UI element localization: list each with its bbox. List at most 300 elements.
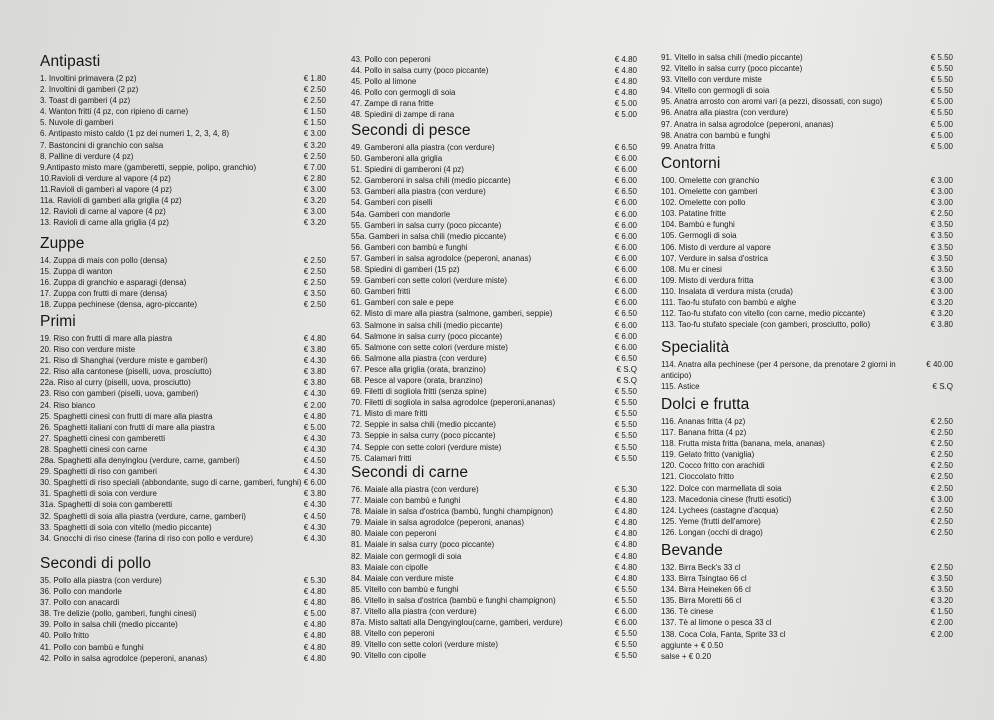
item-name: 10.Ravioli di verdure al vapore (4 pz) — [40, 173, 171, 183]
menu-item — [40, 642, 326, 653]
item-name: 22. Riso alla cantonese (piselli, uova, prosciutto) — [40, 367, 212, 377]
menu-item — [40, 608, 326, 619]
item-name: 14. Zuppa di mais con pollo (densa) — [40, 256, 168, 265]
item-name: 77. Maiale con bambù e funghi — [351, 496, 461, 506]
menu-item — [661, 381, 953, 392]
item-name: 85. Vitello con bambù e funghi — [351, 584, 459, 594]
item-name: 50. Gamberoni alla griglia — [351, 154, 443, 164]
menu-item — [40, 255, 326, 266]
item-name: 126. Longan (occhi di drago) — [661, 527, 763, 537]
menu-item — [351, 164, 637, 175]
menu-item — [351, 628, 637, 639]
item-name: 33. Spaghetti di soia con vitello (medio piccante) — [40, 522, 212, 532]
item-name: 46. Pollo con germogli di soia — [351, 88, 456, 98]
menu-item — [40, 388, 326, 399]
item-price: € 6.50 — [614, 353, 637, 363]
item-price: € 4.80 — [614, 551, 637, 561]
item-price: € 3.00 — [930, 187, 953, 197]
item-name: 8. Palline di verdure (4 pz) — [40, 151, 134, 161]
item-name: 54. Gamberi con piselli — [351, 198, 433, 208]
item-list — [40, 575, 326, 664]
menu-item — [661, 74, 953, 85]
item-name: 34. Gnocchi di riso cinese (farina di riso con pollo e verdure) — [40, 533, 253, 543]
menu-item — [351, 65, 637, 76]
item-price: € 2.50 — [930, 563, 953, 572]
item-price: € 3.00 — [930, 198, 953, 208]
item-name: 28. Spaghetti cinesi con carne — [40, 444, 148, 454]
item-price: € 3.00 — [303, 129, 326, 139]
section-title: Contorni — [661, 155, 721, 172]
menu-item — [351, 275, 637, 286]
section-specialita — [661, 338, 953, 392]
section-title: Secondi di pesce — [351, 122, 471, 139]
item-name: 55. Gamberi in salsa curry (poco piccante) — [351, 220, 502, 230]
menu-item — [661, 186, 953, 197]
item-list — [40, 255, 326, 310]
item-price: € 4.80 — [303, 598, 326, 608]
item-price: € 3.50 — [930, 231, 953, 241]
section-title: Secondi di pollo — [40, 555, 152, 572]
item-price: € 4.80 — [614, 518, 637, 528]
item-price: € 3.80 — [303, 367, 326, 377]
item-name: 121. Cioccolato fritto — [661, 472, 734, 482]
menu-item — [661, 242, 953, 253]
item-price: € 6.00 — [614, 165, 637, 175]
menu-item — [351, 386, 637, 397]
menu-item — [661, 359, 953, 381]
item-name: 38. Tre delizie (pollo, gamberi, funghi cinesi) — [40, 609, 197, 619]
menu-item — [351, 297, 637, 308]
item-name: 138. Coca Cola, Fanta, Sprite 33 cl — [661, 629, 786, 639]
menu-item — [351, 397, 637, 408]
menu-item — [661, 175, 953, 186]
item-price: € 5.50 — [614, 453, 637, 463]
menu-item — [661, 130, 953, 141]
section-title: Zuppe — [40, 235, 85, 252]
item-name: 28a. Spaghetti alla denyinglou (verdure, carne, gamberi) — [40, 456, 240, 466]
item-name: 23. Riso con gamberi (piselli, uova, gamberi) — [40, 389, 199, 399]
item-name: 65. Salmone con sette colori (verdure miste) — [351, 342, 508, 352]
menu-item — [351, 331, 637, 342]
menu-item — [661, 629, 953, 640]
item-price: € 2.50 — [930, 527, 953, 537]
item-price: € 4.30 — [303, 444, 326, 454]
section-title: Antipasti — [40, 53, 101, 70]
item-price: € 4.80 — [614, 77, 637, 87]
menu-item — [661, 107, 953, 118]
item-name: 68. Pesce al vapore (orata, branzino) — [351, 375, 483, 385]
menu-item — [661, 85, 953, 96]
item-name: 63. Salmone in salsa chili (medio piccante) — [351, 320, 503, 330]
item-price: € 3.50 — [930, 242, 953, 252]
menu-item — [351, 364, 637, 375]
item-name: 21. Riso di Shanghai (verdure miste e gamberi) — [40, 356, 208, 366]
item-name: 2. Involtini di gamberi (2 pz) — [40, 85, 139, 95]
section-title: Dolci e frutta — [661, 396, 750, 413]
item-price: € 6.00 — [303, 478, 326, 488]
item-name: 90. Vitello con cipolle — [351, 651, 427, 661]
item-list — [661, 562, 953, 662]
item-name: 66. Salmone alla piastra (con verdure) — [351, 353, 487, 363]
item-name: 13. Ravioli di carne alla griglia (4 pz) — [40, 218, 169, 228]
item-name: 98. Anatra con bambù e funghi — [661, 130, 770, 140]
menu-item — [351, 320, 637, 331]
item-price: € 4.80 — [303, 642, 326, 652]
item-price: € 2.50 — [930, 505, 953, 515]
menu-item — [351, 242, 637, 253]
item-name: 54a. Gamberi con mandorle — [351, 209, 451, 219]
item-name: 6. Antipasto misto caldo (1 pz dei numeri 1, 2, 3, 4, 8) — [40, 129, 229, 139]
item-name: aggiunte + € 0.50 — [661, 640, 724, 650]
menu-item — [351, 617, 637, 628]
item-name: 114. Anatra alla pechinese (per 4 persone, da prenotare 2 giorni in anticipo) — [661, 360, 896, 381]
menu-item — [661, 516, 953, 527]
item-name: 15. Zuppa di wanton — [40, 267, 113, 277]
menu-item — [661, 640, 953, 651]
item-price: € 2.50 — [930, 417, 953, 426]
menu-item — [661, 651, 953, 662]
item-price: € 4.80 — [614, 88, 637, 98]
item-name: 40. Pollo fritto — [40, 631, 89, 641]
menu-item — [351, 539, 637, 550]
item-price: € 5.00 — [303, 422, 326, 432]
item-name: 45. Pollo al limone — [351, 77, 417, 87]
item-price: € 5.30 — [614, 485, 637, 494]
item-name: 135. Birra Moretti 66 cl — [661, 596, 742, 606]
menu-item — [351, 375, 637, 386]
menu-item — [661, 505, 953, 516]
menu-item — [40, 455, 326, 466]
item-price: € 40.00 — [926, 360, 953, 369]
item-name: 36. Pollo con mandorle — [40, 587, 122, 597]
item-price: € 3.20 — [930, 309, 953, 319]
menu-item — [40, 630, 326, 641]
menu-item — [351, 142, 637, 153]
item-name: 17. Zuppa con frutti di mare (densa) — [40, 289, 168, 299]
item-name: 106. Misto di verdure al vapore — [661, 242, 771, 252]
item-price: € S.Q — [616, 375, 637, 385]
item-name: 100. Omelette con granchio — [661, 176, 760, 185]
item-price: € 6.00 — [614, 607, 637, 617]
item-name: 87. Vitello alla piastra (con verdure) — [351, 607, 477, 617]
menu-item — [40, 355, 326, 366]
item-name: 83. Maiale con cipolle — [351, 562, 428, 572]
item-name: 80. Maiale con peperoni — [351, 529, 437, 539]
item-price: € 3.00 — [930, 286, 953, 296]
menu-item — [40, 206, 326, 217]
item-name: 35. Pollo alla piastra (con verdure) — [40, 576, 162, 585]
item-price: € 4.80 — [614, 507, 637, 517]
item-price: € 5.50 — [614, 409, 637, 419]
item-name: 96. Anatra alla piastra (con verdure) — [661, 108, 789, 118]
item-name: 104. Bambù e funghi — [661, 220, 735, 230]
item-name: 29. Spaghetti di riso con gamberi — [40, 467, 157, 477]
item-name: 137. Tè al limone o pesca 33 cl — [661, 618, 772, 628]
item-price: € 4.50 — [303, 456, 326, 466]
item-price: € 6.00 — [614, 198, 637, 208]
item-price: € 2.00 — [930, 618, 953, 628]
menu-item — [351, 353, 637, 364]
item-price: € S.Q — [932, 382, 953, 392]
menu-item — [351, 484, 637, 495]
item-name: 81. Maiale in salsa curry (poco piccante) — [351, 540, 495, 550]
menu-item — [661, 63, 953, 74]
section-contorni — [661, 154, 953, 330]
item-name: 48. Spiedini di zampe di rana — [351, 110, 455, 120]
item-list — [661, 359, 953, 392]
menu-item — [40, 266, 326, 277]
menu-item — [661, 264, 953, 275]
item-name: 53. Gamberi alla piastra (con verdure) — [351, 187, 486, 197]
item-price: € 2.50 — [303, 256, 326, 265]
menu-item — [40, 106, 326, 117]
menu-item — [40, 366, 326, 377]
item-name: 37. Pollo con anacardi — [40, 598, 120, 608]
menu-item — [661, 197, 953, 208]
item-price: € 4.30 — [303, 356, 326, 366]
item-name: 79. Maiale in salsa agrodolce (peperoni, ananas) — [351, 518, 524, 528]
item-name: 20. Riso con verdure miste — [40, 345, 136, 355]
item-price: € 5.00 — [930, 141, 953, 151]
item-price: € 7.00 — [303, 162, 326, 172]
item-name: 123. Macedonia cinese (frutti esotici) — [661, 494, 792, 504]
menu-item — [40, 619, 326, 630]
menu-item — [351, 639, 637, 650]
item-name: 47. Zampe di rana fritte — [351, 99, 434, 109]
item-price: € 2.50 — [303, 278, 326, 288]
menu-item — [351, 231, 637, 242]
item-name: 99. Anatra fritta — [661, 141, 716, 151]
item-price: € 3.20 — [303, 140, 326, 150]
item-price: € 5.50 — [930, 86, 953, 96]
item-name: 61. Gamberi con sale e pepe — [351, 298, 454, 308]
item-name: 43. Pollo con peperoni — [351, 55, 431, 64]
menu-item — [661, 494, 953, 505]
item-name: 136. Tè cinese — [661, 607, 714, 617]
item-name: 31. Spaghetti di soia con verdure — [40, 489, 157, 499]
item-price: € 4.80 — [614, 496, 637, 506]
item-price: € 2.50 — [930, 439, 953, 449]
menu-item — [661, 141, 953, 152]
item-name: 110. Insalata di verdura mista (cruda) — [661, 286, 793, 296]
section-carne-cont — [661, 51, 953, 152]
menu-item — [351, 517, 637, 528]
item-price: € 3.50 — [930, 253, 953, 263]
menu-item — [40, 95, 326, 106]
menu-item — [351, 153, 637, 164]
item-name: 24. Riso bianco — [40, 400, 96, 410]
item-list — [661, 416, 953, 538]
menu-item — [351, 408, 637, 419]
section-pollo-cont — [351, 53, 637, 121]
item-name: 97. Anatra in salsa agrodolce (peperoni, ananas) — [661, 119, 834, 129]
item-price: € 3.00 — [303, 207, 326, 217]
menu-item — [40, 184, 326, 195]
item-price: € 5.50 — [614, 629, 637, 639]
menu-item — [351, 342, 637, 353]
item-name: 92. Vitello in salsa curry (poco piccante) — [661, 64, 803, 74]
item-price: € 2.50 — [303, 96, 326, 106]
menu-item — [351, 175, 637, 186]
item-name: 118. Frutta mista fritta (banana, mela, ananas) — [661, 439, 825, 449]
item-price: € 3.50 — [930, 220, 953, 230]
item-name: 91. Vitello in salsa chili (medio piccante) — [661, 53, 803, 62]
item-name: 31a. Spaghetti di soia con gamberetti — [40, 500, 173, 510]
item-name: 76. Maiale alla piastra (con verdure) — [351, 485, 479, 494]
item-name: 103. Patatine fritte — [661, 209, 726, 219]
item-price: € 6.00 — [614, 265, 637, 275]
item-name: 19. Riso con frutti di mare alla piastra — [40, 334, 173, 343]
item-price: € 2.50 — [303, 85, 326, 95]
item-price: € 5.50 — [614, 651, 637, 661]
menu-item — [351, 209, 637, 220]
item-price: € 6.00 — [614, 253, 637, 263]
item-name: 73. Seppie in salsa curry (poco piccante) — [351, 431, 496, 441]
menu-item — [661, 96, 953, 107]
item-price: € 6.00 — [614, 287, 637, 297]
item-price: € 1.50 — [930, 607, 953, 617]
menu-item — [661, 119, 953, 130]
item-name: 1. Involtini primavera (2 pz) — [40, 74, 137, 83]
menu-item — [661, 319, 953, 330]
menu-item — [40, 522, 326, 533]
menu-item — [351, 220, 637, 231]
menu-item — [351, 264, 637, 275]
item-name: 93. Vitello con verdure miste — [661, 75, 762, 85]
item-price: € 6.00 — [614, 298, 637, 308]
menu-item — [351, 573, 637, 584]
item-price: € 3.20 — [303, 218, 326, 228]
menu-item — [351, 76, 637, 87]
item-name: 41. Pollo con bambù e funghi — [40, 642, 144, 652]
menu-item — [351, 109, 637, 120]
menu-item — [351, 495, 637, 506]
section-antipasti — [40, 52, 326, 228]
menu-item — [40, 277, 326, 288]
item-name: 122. Dolce con marmellata di soia — [661, 483, 782, 493]
item-price: € 5.50 — [614, 595, 637, 605]
item-name: 67. Pesce alla griglia (orata, branzino) — [351, 364, 486, 374]
item-name: 119. Gelato fritto (vaniglia) — [661, 450, 755, 460]
section-zuppe — [40, 234, 326, 310]
menu-item — [40, 333, 326, 344]
menu-item — [661, 286, 953, 297]
item-name: 78. Maiale in salsa d'ostrica (bambù, funghi champignon) — [351, 507, 554, 517]
item-price: € 5.50 — [930, 53, 953, 62]
item-name: 117. Banana fritta (4 pz) — [661, 428, 747, 438]
item-name: 69. Filetti di sogliola fritti (senza spine) — [351, 387, 487, 397]
item-name: 112. Tao-fu stufato con vitello (con carne, medio piccante) — [661, 309, 866, 319]
item-price: € 3.80 — [930, 320, 953, 330]
menu-item — [661, 52, 953, 63]
item-name: 3. Toast di gamberi (4 pz) — [40, 96, 131, 106]
menu-item — [40, 575, 326, 586]
menu-item — [40, 344, 326, 355]
item-name: 42. Pollo in salsa agrodolce (peperoni, ananas) — [40, 653, 208, 663]
item-name: 4. Wanton fritti (4 pz, con ripieno di carne) — [40, 107, 189, 117]
item-price: € 6.00 — [614, 618, 637, 628]
item-price: € 4.80 — [614, 540, 637, 550]
item-name: 39. Pollo in salsa chili (medio piccante) — [40, 620, 178, 630]
item-name: 84. Maiale con verdure miste — [351, 573, 454, 583]
item-price: € 4.50 — [303, 511, 326, 521]
item-name: 71. Misto di mare fritti — [351, 409, 428, 419]
item-price: € 3.50 — [303, 289, 326, 299]
item-price: € 5.50 — [614, 420, 637, 430]
section-dolci — [661, 395, 953, 538]
item-name: 58. Spiedini di gamberi (15 pz) — [351, 265, 460, 275]
menu-item — [351, 98, 637, 109]
section-pesce — [351, 121, 637, 464]
item-name: 82. Maiale con germogli di soia — [351, 551, 462, 561]
menu-item — [661, 219, 953, 230]
menu-item — [661, 427, 953, 438]
menu-item — [351, 506, 637, 517]
menu-item — [351, 253, 637, 264]
item-name: 105. Germogli di soia — [661, 231, 737, 241]
item-price: € 1.50 — [303, 118, 326, 128]
menu-item — [351, 186, 637, 197]
menu-item — [40, 73, 326, 84]
menu-item — [351, 650, 637, 661]
menu-item — [661, 483, 953, 494]
menu-item — [351, 562, 637, 573]
menu-item — [40, 299, 326, 310]
item-price: € 5.00 — [930, 97, 953, 107]
item-name: 44. Pollo in salsa curry (poco piccante) — [351, 66, 489, 76]
item-price: € 2.50 — [930, 472, 953, 482]
menu-item — [661, 471, 953, 482]
menu-item — [661, 449, 953, 460]
item-price: € 5.50 — [614, 442, 637, 452]
item-name: 11a. Ravioli di gamberi alla griglia (4 pz) — [40, 196, 182, 206]
item-price: € 5.00 — [303, 609, 326, 619]
item-price: € 3.50 — [930, 585, 953, 595]
item-name: 27. Spaghetti cinesi con gamberetti — [40, 433, 165, 443]
item-name: 60. Gamberi fritti — [351, 287, 411, 297]
item-price: € 3.00 — [930, 176, 953, 185]
menu-item — [661, 617, 953, 628]
menu-item — [351, 584, 637, 595]
item-price: € 6.00 — [614, 342, 637, 352]
menu-item — [351, 54, 637, 65]
item-list — [351, 54, 637, 121]
menu-item — [661, 606, 953, 617]
item-price: € 5.50 — [614, 398, 637, 408]
item-price: € 4.80 — [614, 573, 637, 583]
item-price: € 2.00 — [930, 629, 953, 639]
item-name: 132. Birra Beck's 33 cl — [661, 563, 741, 572]
item-price: € 5.50 — [930, 108, 953, 118]
item-price: € 4.80 — [303, 620, 326, 630]
item-price: € 6.00 — [614, 242, 637, 252]
item-list — [351, 484, 637, 662]
item-name: 108. Mu er cinesi — [661, 264, 722, 274]
item-price: € 6.00 — [614, 276, 637, 286]
item-list — [661, 175, 953, 330]
item-price: € 2.00 — [303, 400, 326, 410]
menu-item — [40, 653, 326, 664]
item-price: € 5.30 — [303, 576, 326, 585]
item-name: 62. Misto di mare alla piastra (salmone, gamberi, seppie) — [351, 309, 553, 319]
item-price: € 4.80 — [614, 562, 637, 572]
menu-item — [351, 606, 637, 617]
item-name: 134. Birra Heineken 66 cl — [661, 585, 751, 595]
menu-item — [40, 466, 326, 477]
item-price: € 3.20 — [930, 596, 953, 606]
menu-item — [661, 438, 953, 449]
item-name: 120. Cocco fritto con arachidi — [661, 461, 765, 471]
